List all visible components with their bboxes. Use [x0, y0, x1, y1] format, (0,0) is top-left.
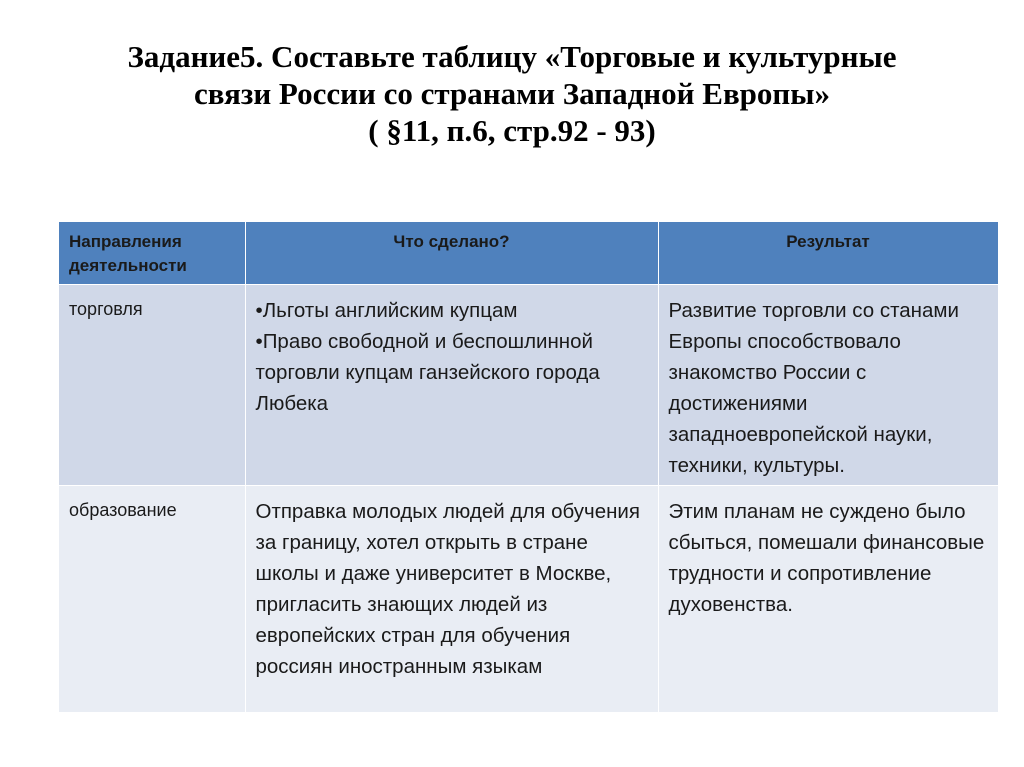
cell-direction: торговля	[59, 285, 245, 486]
table-header-row	[59, 222, 998, 285]
cell-done	[245, 285, 658, 486]
cell-result: Развитие торговли со станами Европы способствовало знакомство России с достижениями западноевропейской науки, техники, культуры.	[658, 285, 998, 486]
table-row	[59, 285, 998, 486]
header-direction: Направления деятельности	[59, 222, 245, 285]
cell-direction: образование	[59, 486, 245, 712]
done-bullet-item: • Льготы английским купцам	[256, 295, 648, 326]
done-bullet-item: • Право свободной и беспошлинной торговли купцам ганзейского города Любека	[256, 326, 648, 419]
slide-title	[40, 38, 984, 149]
header-result: Результат	[658, 222, 998, 285]
title-line-3: ( §11, п.6, стр.92 - 93)	[368, 113, 656, 148]
title-line-1: Задание5. Составьте таблицу «Торговые и культурные	[127, 39, 897, 74]
cell-done: Отправка молодых людей для обучения за границу, хотел открыть в стране школы и даже университет в Москве, пригласить знающих людей из европейских стран для обучения россиян иностранным языкам	[245, 486, 658, 712]
header-done: Что сделано?	[245, 222, 658, 285]
cell-result: Этим планам не суждено было сбыться, помешали финансовые трудности и сопротивление духовенства.	[658, 486, 998, 712]
table-row	[59, 486, 998, 712]
title-line-2: связи России со странами Западной Европы»	[194, 76, 830, 111]
relations-table	[59, 222, 999, 712]
